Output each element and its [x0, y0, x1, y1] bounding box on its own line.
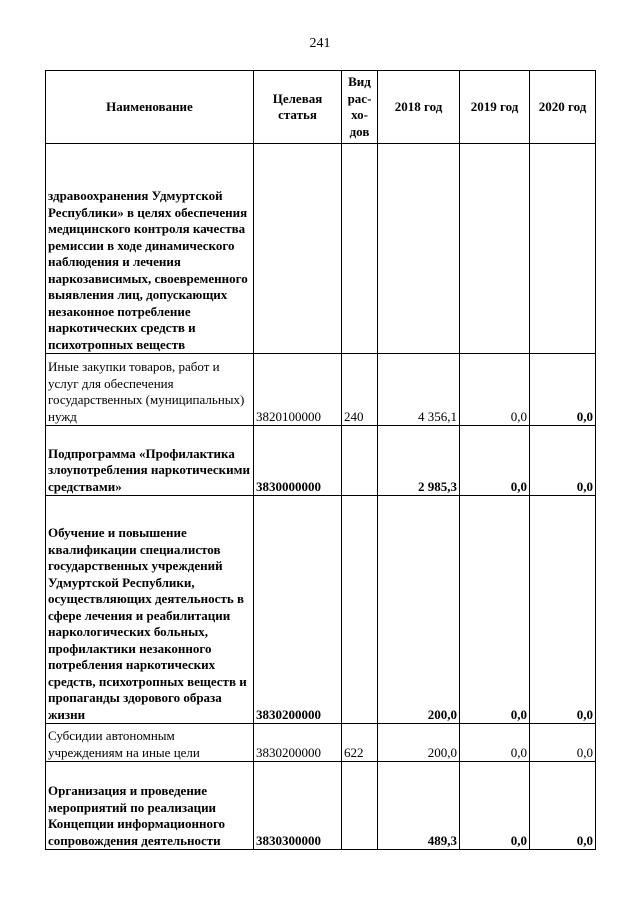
- col-header-2020: 2020 год: [530, 71, 596, 144]
- row-kind: 240: [342, 354, 378, 426]
- row-2019: 0,0: [460, 762, 530, 850]
- table-row: [46, 354, 596, 426]
- row-2020: 0,0: [530, 496, 596, 724]
- page-number: 241: [309, 36, 331, 51]
- row-name: Организация и проведение мероприятий по реализации Концепции информационного сопровождения деятельности: [46, 762, 254, 850]
- row-2018: [378, 144, 460, 354]
- row-2019: 0,0: [460, 724, 530, 762]
- row-code: 3820100000: [254, 354, 342, 426]
- col-header-target: Целевая статья: [254, 71, 342, 144]
- row-2019: [460, 144, 530, 354]
- row-2020: 0,0: [530, 724, 596, 762]
- row-kind: [342, 426, 378, 496]
- row-2019: 0,0: [460, 496, 530, 724]
- row-2018: 4 356,1: [378, 354, 460, 426]
- row-2018: 2 985,3: [378, 426, 460, 496]
- row-2020: 0,0: [530, 354, 596, 426]
- row-name: Иные закупки товаров, работ и услуг для обеспечения государственных (муниципальных) нужд: [46, 354, 254, 426]
- row-2019: 0,0: [460, 426, 530, 496]
- table-row: [46, 762, 596, 850]
- row-name: Обучение и повышение квалификации специалистов государственных учреждений Удмуртской Республики, осуществляющих деятельность в сфере лечения и реабилитации наркологических больных, профилактики незаконного потребления наркотических средств, психотропных веществ и пропаганды здорового образа жизни: [46, 496, 254, 724]
- row-kind: [342, 144, 378, 354]
- col-header-2019: 2019 год: [460, 71, 530, 144]
- row-2019: 0,0: [460, 354, 530, 426]
- row-code: 3830000000: [254, 426, 342, 496]
- row-name: здравоохранения Удмуртской Республики» в целях обеспечения медицинского контроля качества ремиссии в ходе динамического наблюдения и лечения наркозависимых, своевременного выявления лиц, допускающих незаконное потребление наркотических средств и психотропных веществ: [46, 144, 254, 354]
- row-2018: 200,0: [378, 724, 460, 762]
- table-row: [46, 144, 596, 354]
- row-kind: [342, 496, 378, 724]
- row-name: Подпрограмма «Профилактика злоупотребления наркотическими средствами»: [46, 426, 254, 496]
- budget-table: [45, 70, 596, 850]
- col-header-name: Наименование: [46, 71, 254, 144]
- row-code: 3830200000: [254, 724, 342, 762]
- col-header-2018: 2018 год: [378, 71, 460, 144]
- col-header-kind: Вид рас-хо-дов: [342, 71, 378, 144]
- row-code: [254, 144, 342, 354]
- row-code: 3830300000: [254, 762, 342, 850]
- table-row: [46, 426, 596, 496]
- row-2020: 0,0: [530, 762, 596, 850]
- row-2020: [530, 144, 596, 354]
- table-row: [46, 496, 596, 724]
- row-2020: 0,0: [530, 426, 596, 496]
- row-kind: [342, 762, 378, 850]
- row-2018: 200,0: [378, 496, 460, 724]
- table-row: [46, 724, 596, 762]
- row-code: 3830200000: [254, 496, 342, 724]
- row-2018: 489,3: [378, 762, 460, 850]
- row-name: Субсидии автономным учреждениям на иные цели: [46, 724, 254, 762]
- row-kind: 622: [342, 724, 378, 762]
- table-header: [46, 71, 596, 144]
